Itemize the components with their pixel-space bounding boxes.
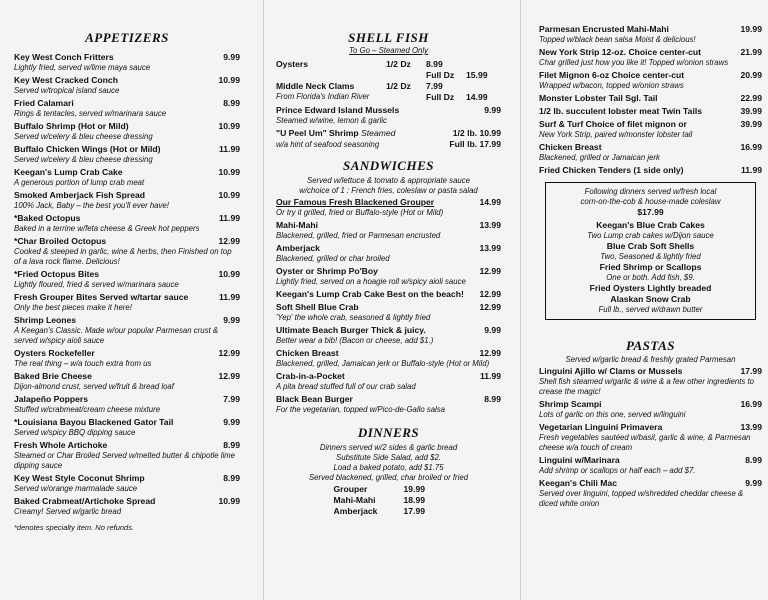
- special-item-name: Fried Oysters Lightly breaded: [589, 283, 712, 293]
- menu-item-price: 10.99: [218, 121, 240, 131]
- menu-item-name: Soft Shell Blue Crab: [276, 302, 359, 312]
- menu-item: [539, 478, 762, 509]
- menu-item: [14, 440, 240, 471]
- menu-item-desc: The real thing – w/a touch extra from us: [14, 359, 152, 368]
- menu-item-name: Key West Conch Fritters: [14, 52, 114, 62]
- oysters-full-row: [276, 70, 501, 81]
- appetizers-panel: [0, 0, 250, 600]
- menu-item-price: 11.99: [479, 371, 501, 381]
- menu-item: [14, 394, 240, 415]
- menu-item: [276, 348, 501, 369]
- clams-full: Full Dz: [426, 92, 455, 102]
- menu-item: [539, 142, 762, 163]
- menu-item: [14, 98, 240, 119]
- menu-item-price: 17.99: [740, 366, 762, 376]
- mussels-price: 9.99: [484, 105, 501, 115]
- menu-item-name: Fresh Whole Artichoke: [14, 440, 108, 450]
- menu-item-desc: Add shrimp or scallops or half each – add $7.: [539, 466, 696, 475]
- menu-item: [14, 269, 240, 290]
- menu-item-name: *Char Broiled Octopus: [14, 236, 107, 246]
- sandwiches-list: [276, 197, 501, 415]
- menu-item: [539, 106, 762, 117]
- clams-half-price: 7.99: [426, 81, 443, 91]
- sandwiches-title: SANDWICHES: [343, 158, 434, 173]
- dinners-intro-3: Load a baked potato, add $1.75: [333, 463, 444, 472]
- menu-item-price: 12.99: [479, 289, 501, 299]
- menu-item: [539, 422, 762, 453]
- mussels-desc: Steamed w/wine, lemon & garlic: [276, 116, 387, 125]
- menu-item-price: 13.99: [479, 220, 501, 230]
- menu-item-desc: Baked in a terrine w/feta cheese & Greek hot peppers: [14, 224, 200, 233]
- menu-item: [14, 144, 240, 165]
- special-item-desc: Two Lump crab cakes w/Dijon sauce: [587, 231, 714, 240]
- menu-item: [14, 121, 240, 142]
- menu-item: [539, 455, 762, 476]
- menu-item-price: 9.99: [745, 478, 762, 488]
- menu-item-desc: 100% Jack, Baby – the best you'll ever have!: [14, 201, 169, 210]
- menu-item-desc: Dijon-almond crust, served w/fruit & bread loaf: [14, 382, 174, 391]
- peelum-note: Steamed: [361, 128, 396, 138]
- middle-panel: [263, 0, 513, 600]
- dinners-intro-2: Substitute Side Salad, add $2.: [336, 453, 441, 462]
- menu-item: [539, 47, 762, 68]
- menu-item: [14, 167, 240, 188]
- menu-item: [539, 70, 762, 91]
- menu-item-desc: Creamy! Served w/garlic bread: [14, 507, 122, 516]
- menu-item-price: 10.99: [218, 496, 240, 506]
- menu-item-price: 9.99: [223, 315, 240, 325]
- menu-item-desc: Lots of garlic on this one, served w/linguini: [539, 410, 686, 419]
- menu-item: [276, 371, 501, 392]
- menu-item-name: Parmesan Encrusted Mahi-Mahi: [539, 24, 669, 34]
- menu-item-desc: Rings & tentacles, served w/marinara sauce: [14, 109, 167, 118]
- menu-item-name: Keegan's Lump Crab Cake: [14, 167, 123, 177]
- clams-desc: From Florida's Indian River: [276, 92, 370, 101]
- menu-item-desc: Blackened, grilled or char broiled: [276, 254, 390, 263]
- menu-item-name: Key West Cracked Conch: [14, 75, 118, 85]
- menu-item-name: Buffalo Chicken Wings (Hot or Mild): [14, 144, 161, 154]
- oysters-full: Full Dz: [426, 70, 455, 80]
- menu-item: [14, 315, 240, 346]
- menu-item-name: Chicken Breast: [539, 142, 602, 152]
- peelum-name: "U Peel Um" Shrimp: [276, 128, 359, 138]
- menu-item-name: *Baked Octopus: [14, 213, 81, 223]
- special-item-desc: One or both. Add fish, $9.: [606, 273, 695, 282]
- menu-item-desc: Lightly floured, fried & served w/marinara sauce: [14, 280, 179, 289]
- menu-item-name: Oyster or Shrimp Po'Boy: [276, 266, 378, 276]
- menu-item-desc: A pita bread stuffed full of our crab salad: [276, 382, 416, 391]
- special-intro-2: corn-on-the-cob & house-made coleslaw: [580, 197, 721, 206]
- clams-half: 1/2 Dz: [386, 81, 411, 91]
- menu-item: [276, 243, 501, 264]
- menu-item-name: Monster Lobster Tail Sgl. Tail: [539, 93, 658, 103]
- menu-item: [14, 292, 240, 313]
- menu-item-price: 11.99: [218, 292, 240, 302]
- peelum-half: 1/2 lb.: [452, 128, 478, 138]
- mussels-name: Prince Edward Island Mussels: [276, 105, 400, 115]
- menu-item-price: 16.99: [740, 142, 762, 152]
- menu-item-desc: Wrapped w/bacon, topped w/onion straws: [539, 81, 684, 90]
- menu-item-name: *Fried Octopus Bites: [14, 269, 99, 279]
- dinners-list: [276, 484, 501, 517]
- pastas-intro: Served w/garlic bread & freshly grated Parmesan: [565, 355, 736, 364]
- menu-item-desc: 'Yep' the whole crab, seasoned & lightly fried: [276, 313, 431, 322]
- menu-item-price: 11.99: [740, 165, 762, 175]
- menu-item-price: 22.99: [740, 93, 762, 103]
- menu-item: [276, 302, 501, 323]
- menu-item-name: Filet Mignon 6-oz Choice center-cut: [539, 70, 685, 80]
- menu-item: [14, 417, 240, 438]
- peelum-half-price: 10.99: [479, 128, 501, 138]
- menu-item-name: Oysters Rockefeller: [14, 348, 95, 358]
- appetizers-title: APPETIZERS: [85, 30, 169, 45]
- menu-item: [539, 366, 762, 397]
- menu-item-price: 13.99: [740, 422, 762, 432]
- menu-item-desc: Cooked & steeped in garlic, wine & herbs, then Finished on top of a lava rock flame. Delicious!: [14, 247, 232, 266]
- menu-item-name: New York Strip 12-oz. Choice center-cut: [539, 47, 702, 57]
- menu-item-name: Key West Style Coconut Shrimp: [14, 473, 145, 483]
- menu-item: [539, 165, 762, 176]
- menu-item-price: 10.99: [218, 75, 240, 85]
- clams-full-price: 14.99: [466, 92, 488, 102]
- menu-item-desc: Served over linguini, topped w/shredded cheddar cheese & diced white onion: [539, 489, 744, 508]
- special-item-name: Alaskan Snow Crab: [610, 294, 691, 304]
- mussels-item: [276, 105, 501, 126]
- menu-item-name: Crab-in-a-Pocket: [276, 371, 345, 381]
- menu-item-price: 8.99: [223, 473, 240, 483]
- oysters-half-price: 8.99: [426, 59, 443, 69]
- menu-item-name: Chicken Breast: [276, 348, 339, 358]
- menu-item-name: Smoked Amberjack Fish Spread: [14, 190, 146, 200]
- dinner-item-price: 19.99: [403, 484, 426, 494]
- sandwiches-intro-1: Served w/lettuce & tomato & appropriate sauce: [307, 176, 470, 185]
- menu-item-desc: Stuffed w/crabmeat/cream cheese mixture: [14, 405, 161, 414]
- menu-item-name: Linguini Ajillo w/ Clams or Mussels: [539, 366, 683, 376]
- menu-item: [14, 52, 240, 73]
- oysters-half: 1/2 Dz: [386, 59, 411, 69]
- menu-item-price: 39.99: [740, 106, 762, 116]
- menu-item-name: 1/2 lb. succulent lobster meat Twin Tails: [539, 106, 703, 116]
- dinners-intro-1: Dinners served w/2 sides & garlic bread: [319, 443, 458, 452]
- menu-item-price: 12.99: [218, 348, 240, 358]
- dinners-title: DINNERS: [357, 425, 420, 440]
- menu-item-price: 21.99: [740, 47, 762, 57]
- menu-item-price: 10.99: [218, 167, 240, 177]
- special-item-desc: Full lb., served w/drawn butter: [598, 305, 703, 314]
- menu-item-desc: Served w/celery & bleu cheese dressing: [14, 132, 153, 141]
- menu-item: [14, 496, 240, 517]
- special-intro-1: Following dinners served w/fresh local: [584, 187, 717, 196]
- menu-item-price: 12.99: [479, 266, 501, 276]
- menu-item-desc: Blackened, grilled or Jamaican jerk: [539, 153, 660, 162]
- menu-item-desc: Better wear a bib! (Bacon or cheese, add $1.): [276, 336, 434, 345]
- special-dinners-box: [545, 182, 756, 320]
- menu-item-price: 9.99: [223, 417, 240, 427]
- menu-item: [539, 93, 762, 104]
- dinner-item-name: Grouper: [333, 484, 368, 494]
- menu-item-name: Fresh Grouper Bites Served w/tartar sauce: [14, 292, 189, 302]
- menu-item-name: Keegan's Chili Mac: [539, 478, 617, 488]
- menu-item-desc: For the vegetarian, topped w/Pico-de-Gallo salsa: [276, 405, 446, 414]
- menu-item: [539, 119, 762, 140]
- menu-item: [539, 24, 762, 45]
- menu-item-price: 8.99: [223, 440, 240, 450]
- special-item-name: Fried Shrimp or Scallops: [599, 262, 702, 272]
- right-panel: [520, 0, 768, 600]
- menu-item-price: 8.99: [484, 394, 501, 404]
- menu-item: [276, 394, 501, 415]
- menu-item: [14, 236, 240, 267]
- peelum-full: Full lb.: [449, 139, 478, 149]
- menu-item: [276, 197, 501, 218]
- menu-item-desc: New York Strip, paired w/monster lobster tail: [539, 130, 693, 139]
- peelum-full-price: 17.99: [479, 139, 501, 149]
- menu-item-name: Keegan's Lump Crab Cake Best on the beach!: [276, 289, 464, 299]
- menu-item: [14, 190, 240, 211]
- menu-item-desc: Served w/orange marmalade sauce: [14, 484, 138, 493]
- menu-item-desc: Or try it grilled, fried or Buffalo-style (Hot or Mild): [276, 208, 444, 217]
- pastas-list: [539, 366, 762, 509]
- menu-item-name: Fried Chicken Tenders (1 side only): [539, 165, 684, 175]
- footnote: *denotes specialty item. No refunds.: [14, 523, 135, 532]
- pastas-title: PASTAS: [625, 338, 675, 353]
- menu-item: [276, 289, 501, 300]
- menu-item-desc: Steamed or Char Broiled Served w/melted butter & chipotle lime dipping sauce: [14, 451, 236, 470]
- menu-item-price: 14.99: [479, 197, 501, 207]
- dinner-item-price: 17.99: [403, 506, 426, 516]
- menu-item-desc: A generous portion of lump crab meat: [14, 178, 145, 187]
- menu-item-name: Ultimate Beach Burger Thick & juicy.: [276, 325, 426, 335]
- clams-full-row: [276, 92, 501, 103]
- menu-item-price: 10.99: [218, 190, 240, 200]
- menu-item: [539, 399, 762, 420]
- menu-item-price: 8.99: [745, 455, 762, 465]
- oysters-full-price: 15.99: [466, 70, 488, 80]
- sandwiches-intro-2: w/choice of 1 : French fries, coleslaw or pasta salad: [299, 186, 478, 195]
- menu-item-price: 7.99: [223, 394, 240, 404]
- menu-item: [14, 213, 240, 234]
- menu-item: [14, 371, 240, 392]
- special-item-name: Blue Crab Soft Shells: [606, 241, 695, 251]
- menu-item: [276, 325, 501, 346]
- clams-row: [276, 81, 501, 92]
- menu-item-price: 8.99: [223, 98, 240, 108]
- menu-item-price: 9.99: [223, 52, 240, 62]
- dinner-item-name: Amberjack: [333, 506, 378, 516]
- menu-item-desc: Topped w/black bean salsa Moist & delicious!: [539, 35, 696, 44]
- menu-item-desc: Served w/celery & bleu cheese dressing: [14, 155, 153, 164]
- menu-item-price: 12.99: [218, 371, 240, 381]
- shellfish-title: SHELL FISH: [348, 30, 429, 45]
- menu-item-name: Fried Calamari: [14, 98, 74, 108]
- menu-item-name: Amberjack: [276, 243, 320, 253]
- peelum-desc: w/a hint of seafood seasoning: [276, 140, 380, 149]
- menu-item-price: 16.99: [740, 399, 762, 409]
- menu-item-desc: Blackened, grilled, fried or Parmesan encrusted: [276, 231, 441, 240]
- menu-item-desc: Lightly fried, served on a hoagie roll w/spicy aioli sauce: [276, 277, 466, 286]
- menu-item-desc: Shell fish steamed w/garlic & wine & a few other ingredients to crease the magic!: [539, 377, 754, 396]
- menu-item-name: Jalapeño Poppers: [14, 394, 89, 404]
- menu-item-desc: Only the best pieces make it here!: [14, 303, 132, 312]
- menu-item-name: Vegetarian Linguini Primavera: [539, 422, 663, 432]
- menu-item-price: 12.99: [479, 302, 501, 312]
- menu-item-desc: Blackened, grilled, Jamaican jerk or Buffalo-style (Hot or Mild): [276, 359, 490, 368]
- menu-item-desc: A Keegan's Classic. Made w/our popular Parmesan crust & served w/spicy aioli sauce: [14, 326, 219, 345]
- menu-item-name: Shrimp Scampi: [539, 399, 602, 409]
- menu-item-name: Our Famous Fresh Blackened Grouper: [276, 197, 435, 207]
- dinners-intro-4: Served blackened, grilled, char broiled or fried: [308, 473, 469, 482]
- menu-item-price: 20.99: [740, 70, 762, 80]
- oysters-name: Oysters: [276, 59, 309, 69]
- menu-item-price: 12.99: [479, 348, 501, 358]
- menu-item-price: 13.99: [479, 243, 501, 253]
- menu-item-name: Black Bean Burger: [276, 394, 353, 404]
- menu-item-price: 12.99: [218, 236, 240, 246]
- menu-item-desc: Served w/tropical island sauce: [14, 86, 120, 95]
- menu-item-price: 11.99: [218, 144, 240, 154]
- menu-item-desc: Fresh vegetables sautéed w/basil, garlic & wine, & Parmesan cheese w/a touch of cream: [539, 433, 751, 452]
- menu-item-name: Shrimp Leones: [14, 315, 77, 325]
- menu-item-desc: Char grilled just how you like it! Topped w/onion straws: [539, 58, 729, 67]
- menu-item-name: Baked Crabmeat/Artichoke Spread: [14, 496, 156, 506]
- menu-item-name: Mahi-Mahi: [276, 220, 319, 230]
- menu-item: [14, 75, 240, 96]
- special-item-desc: Two, Seasoned & lightly fried: [600, 252, 701, 261]
- special-list: [552, 220, 749, 315]
- menu-item-name: Buffalo Shrimp (Hot or Mild): [14, 121, 129, 131]
- special-item-name: Keegan's Blue Crab Cakes: [596, 220, 705, 230]
- special-price: $17.99: [637, 207, 664, 217]
- oysters-row: [276, 59, 501, 70]
- menu-item-desc: Served w/spicy BBQ dipping sauce: [14, 428, 136, 437]
- menu-item: [276, 266, 501, 287]
- menu-item-price: 39.99: [740, 119, 762, 129]
- menu-item: [14, 348, 240, 369]
- peelum-item: [276, 128, 501, 150]
- menu-item-desc: Lightly fried, served w/lime maya sauce: [14, 63, 151, 72]
- shellfish-subtitle: To Go – Steamed Only: [348, 46, 429, 55]
- menu-item: [276, 220, 501, 241]
- menu-item-name: Baked Brie Cheese: [14, 371, 92, 381]
- dinner-item-price: 18.99: [403, 495, 426, 505]
- clams-name: Middle Neck Clams: [276, 81, 355, 91]
- menu-item-name: Surf & Turf Choice of filet mignon or: [539, 119, 687, 129]
- dinner-item-name: Mahi-Mahi: [333, 495, 376, 505]
- appetizers-list: [14, 52, 240, 517]
- menu-item-name: Linguini w/Marinara: [539, 455, 620, 465]
- menu-item: [14, 473, 240, 494]
- menu-item-price: 10.99: [218, 269, 240, 279]
- menu-item-name: *Louisiana Bayou Blackened Gator Tail: [14, 417, 174, 427]
- menu-item-price: 19.99: [740, 24, 762, 34]
- menu-item-price: 9.99: [484, 325, 501, 335]
- entrees-list: [539, 24, 762, 176]
- menu-item-price: 11.99: [218, 213, 240, 223]
